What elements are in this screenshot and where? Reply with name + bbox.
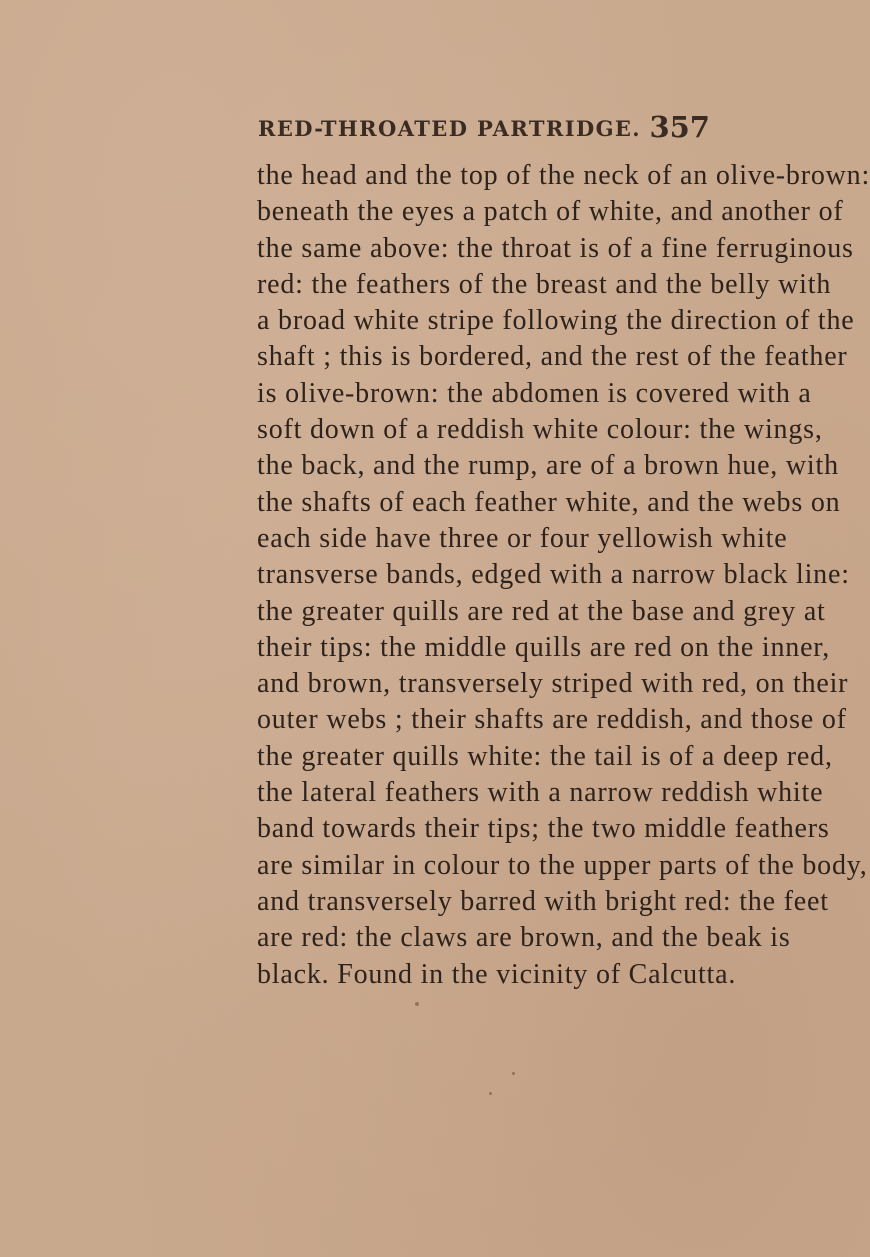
text-line: black. Found in the vicinity of Calcutta. — [257, 958, 737, 990]
text-line: the greater quills are red at the base and grey at — [257, 595, 826, 627]
running-title: RED-THROATED PARTRIDGE. — [258, 116, 642, 141]
text-line: the same above: the throat is of a fine ferruginous — [257, 232, 854, 264]
paper-speck — [489, 1092, 492, 1095]
text-line: and brown, transversely striped with red, on their — [257, 668, 849, 700]
paper-speck — [512, 1072, 515, 1075]
text-line: each side have three or four yellowish white — [257, 522, 788, 554]
text-line: are red: the claws are brown, and the beak is — [257, 922, 791, 954]
text-line: band towards their tips; the two middle feathers — [257, 813, 830, 845]
text-line: the lateral feathers with a narrow reddish white — [257, 777, 824, 809]
text-line: shaft ; this is bordered, and the rest of the feather — [257, 341, 848, 373]
text-line: transverse bands, edged with a narrow black line: — [257, 559, 850, 591]
text-line: soft down of a reddish white colour: the wings, — [257, 414, 823, 446]
text-line: red: the feathers of the breast and the belly with — [257, 268, 832, 300]
paper-speck — [415, 1002, 419, 1006]
body-paragraph — [257, 158, 870, 993]
text-line: beneath the eyes a patch of white, and another of — [257, 196, 844, 228]
page-number: 357 — [649, 110, 710, 144]
text-line: the back, and the rump, are of a brown hue, with — [257, 450, 839, 482]
text-line: are similar in colour to the upper parts of the body, — [257, 849, 868, 881]
running-head — [258, 110, 710, 146]
text-line: the greater quills white: the tail is of a deep red, — [257, 740, 833, 772]
text-line: is olive-brown: the abdomen is covered with a — [257, 377, 812, 409]
text-line: and transversely barred with bright red: the feet — [257, 885, 829, 917]
text-line: outer webs ; their shafts are reddish, and those of — [257, 704, 847, 736]
text-line: the shafts of each feather white, and the webs on — [257, 486, 841, 518]
text-line: their tips: the middle quills are red on the inner, — [257, 631, 831, 663]
text-line: a broad white stripe following the direction of the — [257, 305, 855, 337]
text-line: the head and the top of the neck of an olive-brown: — [257, 160, 870, 191]
